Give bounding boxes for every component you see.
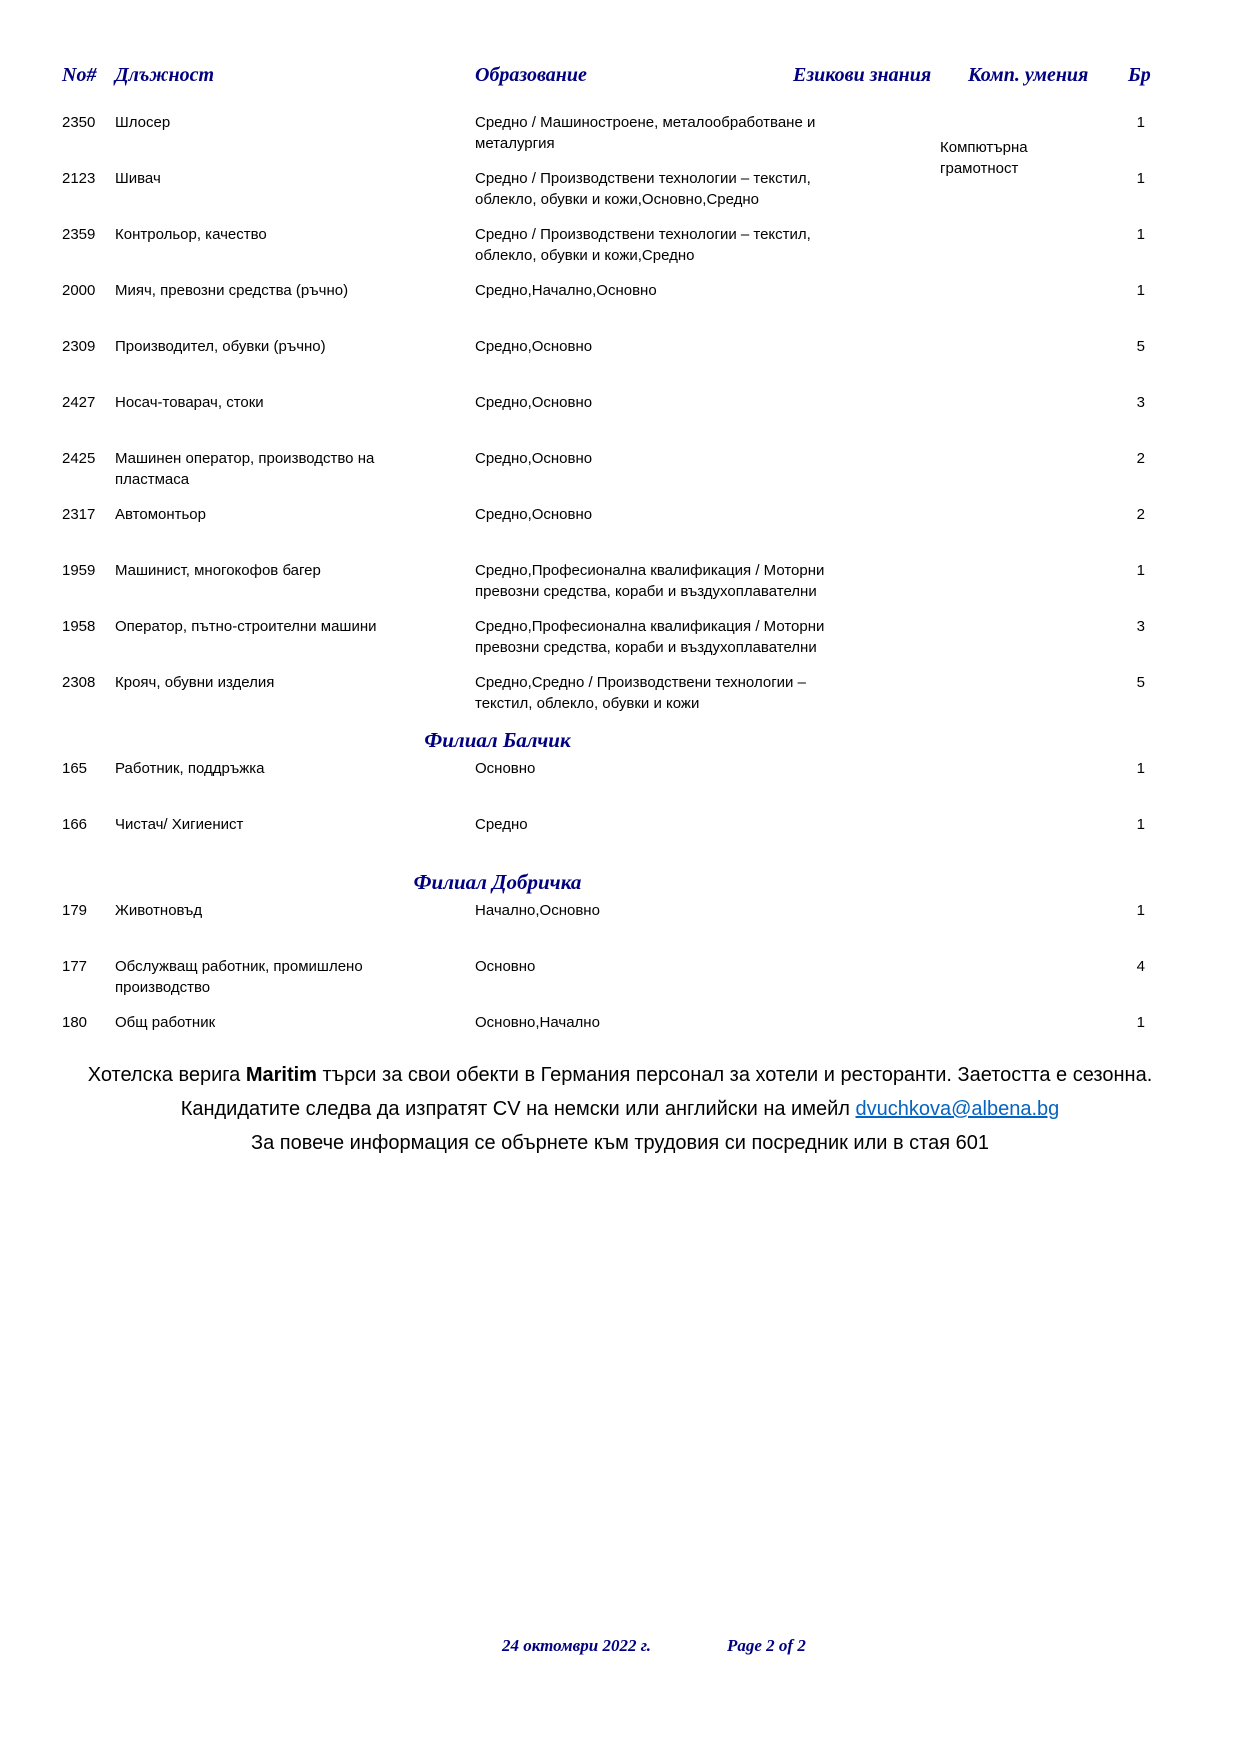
cell-no: 180 [62, 1014, 88, 1031]
notice-line1-suffix: търси за свои обекти в Германия персонал за хотели и ресторанти. Заетостта е сезонна. [316, 1064, 1153, 1086]
cell-computer-skills: Компютърна грамотност [940, 139, 1028, 177]
cell-count: 4 [1136, 958, 1145, 975]
cell-education: Средно / Производствени технологии – текстил, облекло, обувки и кожи,Основно,Средно [475, 170, 811, 208]
cell-position: Животновъд [115, 902, 203, 919]
email-link[interactable]: dvuchkova@albena.bg [855, 1098, 1060, 1120]
cell-position: Шивач [115, 170, 161, 187]
column-header-count: Бр [1128, 64, 1151, 86]
cell-no: 2425 [62, 450, 96, 467]
cell-count: 1 [1136, 816, 1145, 833]
notice-line-1 [0, 1058, 1240, 1092]
cell-education: Средно,Професионална квалификация / Моторни превозни средства, кораби и въздухоплавателни [475, 562, 825, 600]
cell-no: 2359 [62, 226, 96, 243]
cell-count: 5 [1136, 674, 1145, 691]
cell-education: Основно [475, 958, 536, 975]
column-header-computer: Комп. умения [968, 64, 1089, 86]
cell-position: Машинен оператор, производство на пластмаса [115, 450, 375, 488]
cell-count: 5 [1136, 338, 1145, 355]
cell-position: Обслужващ работник, промишлено производство [115, 958, 363, 996]
cell-count: 3 [1136, 394, 1145, 411]
cell-no: 2350 [62, 114, 96, 131]
column-header-languages: Езикови знания [793, 64, 932, 86]
brand-name: Maritim [245, 1064, 317, 1086]
page-footer [0, 1636, 1240, 1666]
cell-count: 1 [1136, 562, 1145, 579]
notice-line1-prefix: Хотелска верига [87, 1064, 246, 1086]
cell-position: Шлосер [115, 114, 171, 131]
cell-education: Средно,Професионална квалификация / Моторни превозни средства, кораби и въздухоплавателни [475, 618, 825, 656]
column-header-no: No# [62, 64, 97, 86]
cell-count: 1 [1136, 902, 1145, 919]
cell-no: 2317 [62, 506, 96, 523]
cell-education: Средно / Машиностроене, металообработване и металургия [475, 114, 816, 152]
notice-line-3: За повече информация се обърнете към трудовия си посредник или в стая 601 [251, 1132, 989, 1154]
cell-education: Средно,Средно / Производствени технологии – текстил, облекло, обувки и кожи [475, 674, 806, 712]
cell-education: Средно [475, 816, 528, 833]
cell-position: Общ работник [115, 1014, 216, 1031]
cell-no: 1959 [62, 562, 96, 579]
cell-education: Основно [475, 760, 536, 777]
cell-count: 1 [1136, 170, 1145, 187]
cell-position: Крояч, обувни изделия [115, 674, 275, 691]
cell-education: Начално,Основно [475, 902, 600, 919]
column-header-position: Длъжност [115, 64, 215, 86]
cell-no: 2309 [62, 338, 96, 355]
cell-position: Чистач/ Хигиенист [115, 816, 244, 833]
cell-count: 1 [1136, 226, 1145, 243]
cell-position: Производител, обувки (ръчно) [115, 338, 326, 355]
cell-no: 2308 [62, 674, 96, 691]
cell-no: 166 [62, 816, 88, 833]
cell-education: Средно,Основно [475, 394, 593, 411]
cell-count: 2 [1136, 506, 1145, 523]
cell-education: Основно,Начално [475, 1014, 600, 1031]
cell-no: 2000 [62, 282, 96, 299]
notice-line-2 [0, 1092, 1240, 1126]
notice-line2-prefix: Кандидатите следва да изпратят CV на немски или английски на имейл [180, 1098, 856, 1120]
cell-education: Средно,Основно [475, 338, 593, 355]
footer-page-number: Page 2 of 2 [727, 1636, 806, 1655]
cell-count: 1 [1136, 760, 1145, 777]
cell-position: Автомонтьор [115, 506, 206, 523]
cell-position: Мияч, превозни средства (ръчно) [115, 282, 349, 299]
cell-no: 165 [62, 760, 88, 777]
cell-count: 2 [1136, 450, 1145, 467]
cell-education: Средно / Производствени технологии – текстил, облекло, обувки и кожи,Средно [475, 226, 811, 264]
cell-position: Носач-товарач, стоки [115, 394, 264, 411]
cell-position: Контрольор, качество [115, 226, 267, 243]
cell-education: Средно,Основно [475, 506, 593, 523]
cell-education: Средно,Начално,Основно [475, 282, 657, 299]
cell-count: 1 [1136, 1014, 1145, 1031]
cell-no: 2427 [62, 394, 96, 411]
footer-date: 24 октомври 2022 г. [502, 1636, 651, 1655]
cell-education: Средно,Основно [475, 450, 593, 467]
cell-no: 179 [62, 902, 88, 919]
table-header-row [55, 64, 1151, 92]
column-header-education: Образование [475, 64, 587, 86]
cell-count: 1 [1136, 114, 1145, 131]
cell-position: Оператор, пътно-строителни машини [115, 618, 377, 635]
section-title: Филиал Добричка [413, 870, 582, 894]
cell-count: 3 [1136, 618, 1145, 635]
notice-paragraph [0, 1058, 1240, 1160]
cell-no: 1958 [62, 618, 96, 635]
section-title: Филиал Балчик [424, 728, 571, 752]
cell-count: 1 [1136, 282, 1145, 299]
cell-no: 177 [62, 958, 88, 975]
cell-position: Работник, поддръжка [115, 760, 265, 777]
cell-no: 2123 [62, 170, 96, 187]
cell-position: Машинист, многокофов багер [115, 562, 321, 579]
